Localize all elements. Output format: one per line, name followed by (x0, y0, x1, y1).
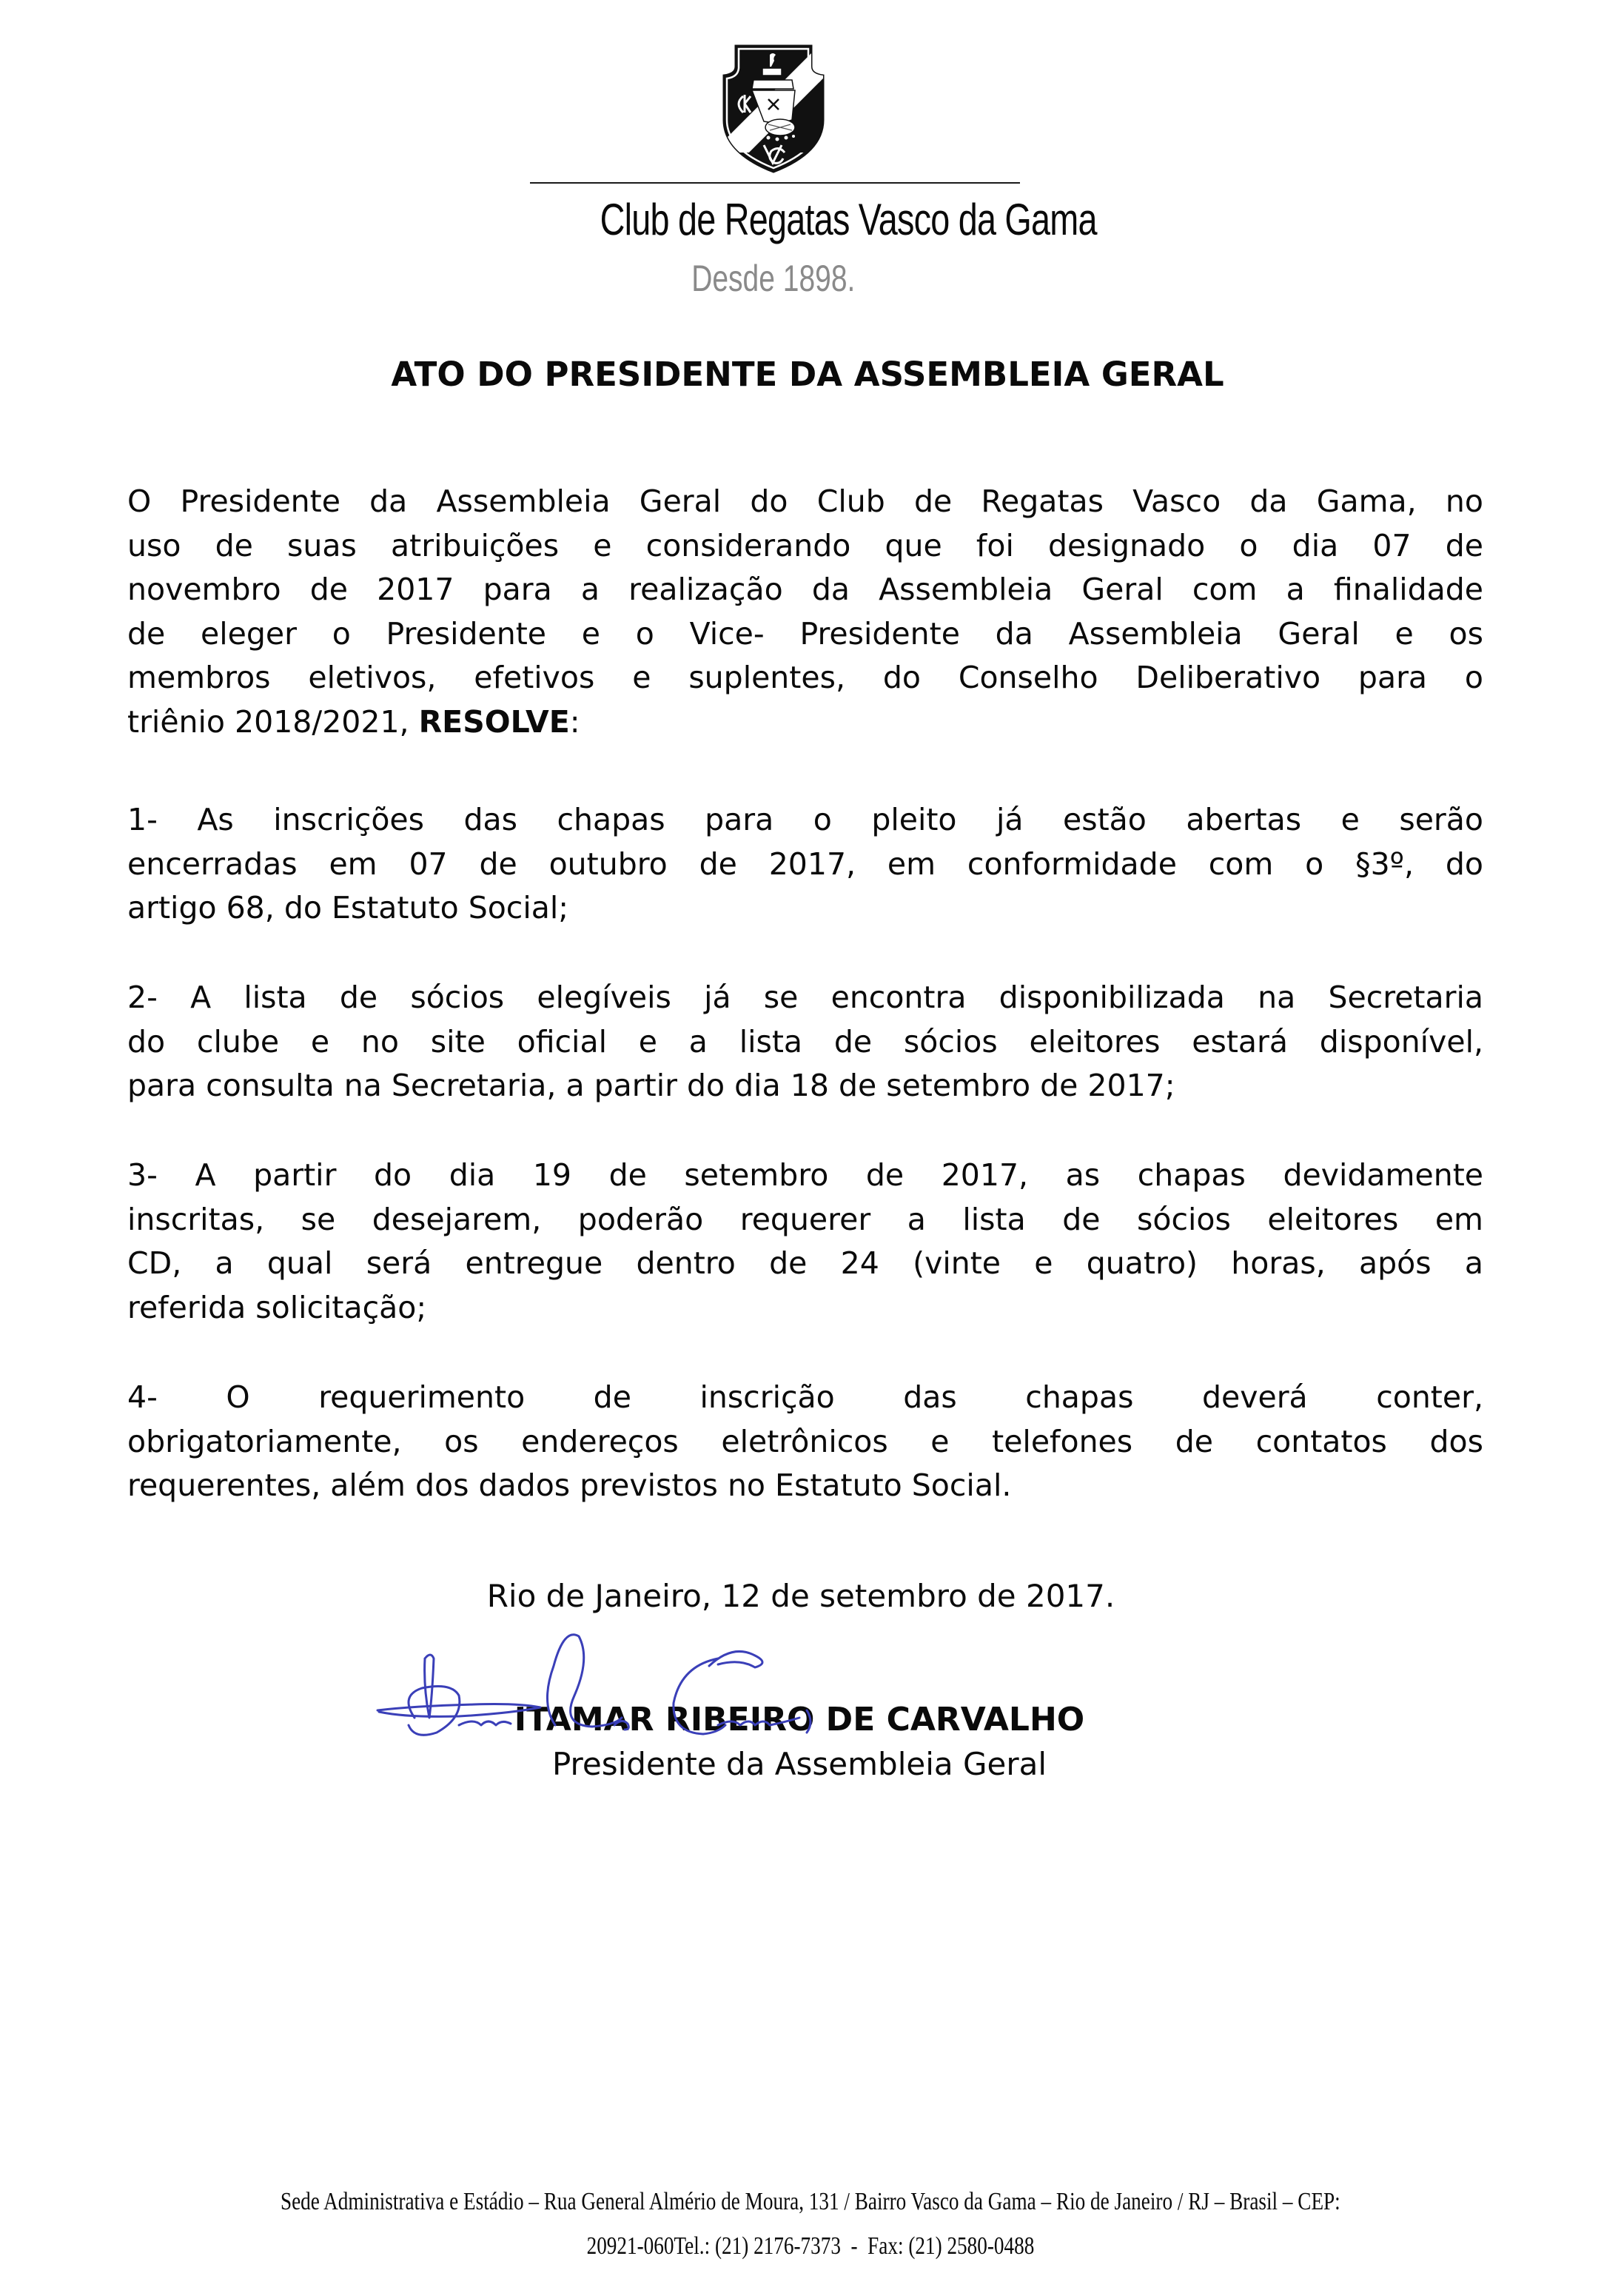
item-line: para consulta na Secretaria, a partir do dia 18 de setembro de 2017; (127, 1068, 1175, 1103)
item-line: 2- A lista de sócios elegíveis já se encontra disponibilizada na Secretaria (127, 980, 1483, 1015)
club-name-text: Club de Regatas Vasco da Gama (600, 195, 1097, 244)
intro-line-last (127, 700, 1483, 745)
item-line: obrigatoriamente, os endereços eletrônicos e telefones de contatos dos (127, 1423, 1483, 1459)
intro-line: membros eletivos, efetivos e suplentes, do Conselho Deliberativo para o (127, 660, 1483, 695)
resolution-item-3 (127, 1154, 1483, 1330)
intro-line: de eleger o Presidente e o Vice- Presidente da Assembleia Geral e os (127, 615, 1483, 652)
item-line: inscritas, se desejarem, poderão requerer a lista de sócios eleitores em (127, 1201, 1483, 1237)
founded-year (666, 258, 881, 299)
item-line: 3- A partir do dia 19 de setembro de 2017, as chapas devidamente (127, 1157, 1483, 1193)
resolve-keyword: RESOLVE (418, 703, 570, 740)
footer-contact-text: 20921-060Tel.: (21) 2176-7373 - Fax: (21) 2580-0488 (586, 2232, 1035, 2260)
item-line: do clube e no site oficial e a lista de sócios eleitores estará disponível, (127, 1023, 1483, 1060)
club-crest-logo (719, 41, 828, 175)
resolve-colon: : (569, 703, 580, 740)
intro-paragraph (127, 480, 1483, 744)
club-name (530, 194, 1097, 246)
item-line: referida solicitação; (127, 1289, 427, 1325)
footer-address-text: Sede Administrativa e Estádio – Rua General Almério de Moura, 131 / Bairro Vasco da Gama – Rio de Janeiro / RJ – Brasil – CEP: (281, 2188, 1340, 2215)
document-title: ATO DO PRESIDENTE DA ASSEMBLEIA GERAL (391, 355, 1224, 394)
letterhead-rule (530, 182, 1020, 184)
footer-contact-line (89, 2230, 1532, 2263)
resolution-item-1 (127, 798, 1483, 931)
item-line: artigo 68, do Estatuto Social; (127, 890, 569, 926)
resolution-item-4 (127, 1376, 1483, 1508)
footer-address-line (89, 2186, 1532, 2218)
signer-role: Presidente da Assembleia Geral (551, 1746, 1047, 1782)
intro-line: O Presidente da Assembleia Geral do Club de Regatas Vasco da Gama, no (127, 483, 1483, 519)
item-line: encerradas em 07 de outubro de 2017, em conformidade com o §3º, do (127, 846, 1483, 882)
item-line: CD, a qual será entregue dentro de 24 (vinte e quatro) horas, após a (127, 1245, 1483, 1281)
item-line: 1- As inscrições das chapas para o pleito já estão abertas e serão (127, 802, 1483, 837)
item-line: requerentes, além dos dados previstos no Estatuto Social. (127, 1467, 1012, 1503)
item-line: 4- O requerimento de inscrição das chapas deverá conter, (127, 1379, 1483, 1415)
signer-name: ITAMAR RIBEIRO DE CARVALHO (514, 1701, 1085, 1738)
intro-line: uso de suas atribuições e considerando que foi designado o dia 07 de (127, 527, 1483, 563)
handwritten-signature (370, 1614, 903, 1755)
founded-year-text: Desde 1898. (691, 258, 856, 299)
intro-line: novembro de 2017 para a realização da Assembleia Geral com a finalidade (127, 572, 1483, 607)
resolution-item-2 (127, 976, 1483, 1108)
place-and-date: Rio de Janeiro, 12 de setembro de 2017. (486, 1578, 1115, 1614)
intro-line-text: triênio 2018/2021, (127, 703, 419, 740)
